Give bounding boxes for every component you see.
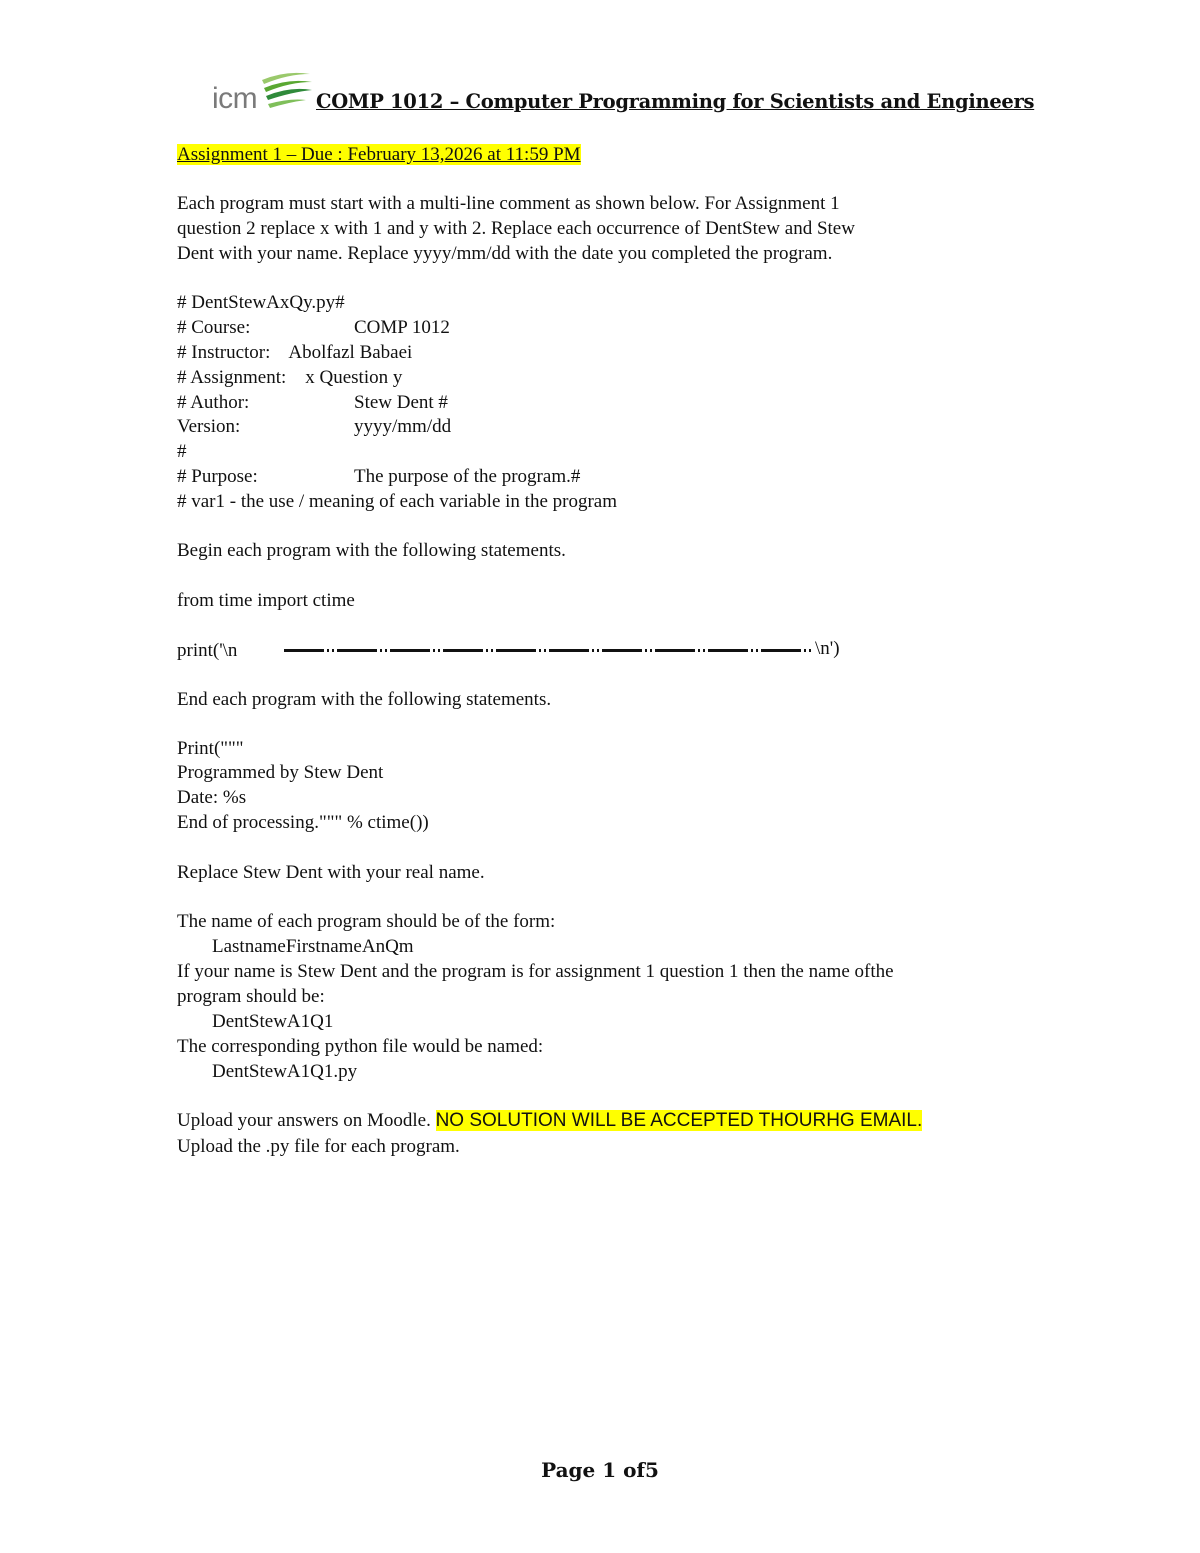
- intro-line-3: Dent with your name. Replace yyyy/mm/dd with the date you completed the program.: [177, 243, 833, 264]
- comment-author: # Author:: [177, 392, 250, 413]
- course-label: # Course:: [177, 317, 251, 338]
- comment-instructor: # Instructor: Abolfazl Babaei: [177, 342, 413, 363]
- upload-line-2: Upload the .py file for each program.: [177, 1136, 460, 1157]
- comment-var1: # var1 - the use / meaning of each variable in the program: [177, 491, 617, 512]
- intro-line-2: question 2 replace x with 1 and y with 2. Replace each occurrence of DentStew and Stew: [177, 218, 855, 239]
- page-number: Page 1 of5: [541, 1458, 659, 1482]
- logo-swoosh-icon: [212, 68, 316, 116]
- naming-line-4: The corresponding python file would be named:: [177, 1036, 544, 1057]
- comment-assignment: # Assignment: x Question y: [177, 367, 403, 388]
- author-value: Stew Dent #: [354, 392, 448, 413]
- version-value: yyyy/mm/dd: [354, 416, 452, 437]
- upload-warning: NO SOLUTION WILL BE ACCEPTED THOURHG EMAIL.: [435, 1110, 923, 1131]
- naming-example: DentStewA1Q1: [212, 1011, 334, 1032]
- end-text: End each program with the following statements.: [177, 689, 552, 710]
- due-text: Assignment 1 – Due : February 13,2026 at 11:59 PM: [177, 144, 581, 165]
- end-code-line-3: Date: %s: [177, 787, 247, 808]
- naming-line-2: If your name is Stew Dent and the program is for assignment 1 question 1 then the name ofthe: [177, 961, 894, 982]
- comment-purpose: # Purpose:: [177, 466, 258, 487]
- comment-version: Version:: [177, 416, 241, 437]
- upload-line-1: [177, 1108, 922, 1133]
- end-code-line-1: Print(""": [177, 738, 244, 759]
- icm-logo: [212, 68, 316, 116]
- logo-text: icm: [212, 82, 258, 115]
- comment-course: [177, 315, 250, 340]
- naming-example-file: DentStewA1Q1.py: [212, 1061, 358, 1082]
- upload-prefix: Upload your answers on Moodle.: [177, 1110, 436, 1131]
- assignment-due: [177, 142, 581, 167]
- course-title: COMP 1012 – Computer Programming for Scientists and Engineers: [316, 90, 1035, 113]
- naming-line-1: The name of each program should be of the form:: [177, 911, 556, 932]
- print-start: print('\n: [177, 640, 238, 661]
- dashed-rule: [284, 649, 814, 652]
- page-header: [212, 68, 1035, 118]
- naming-line-3: program should be:: [177, 986, 325, 1007]
- naming-form: LastnameFirstnameAnQm: [212, 936, 414, 957]
- replace-text: Replace Stew Dent with your real name.: [177, 862, 485, 883]
- course-value: COMP 1012: [354, 317, 450, 338]
- end-code-line-4: End of processing.""" % ctime()): [177, 812, 429, 833]
- intro-line-1: Each program must start with a multi-line comment as shown below. For Assignment 1: [177, 193, 840, 214]
- purpose-value: The purpose of the program.#: [354, 466, 581, 487]
- import-statement: from time import ctime: [177, 590, 355, 611]
- comment-hash: #: [177, 441, 187, 462]
- end-code-line-2: Programmed by Stew Dent: [177, 762, 384, 783]
- print-end: \n'): [815, 638, 840, 659]
- begin-text: Begin each program with the following statements.: [177, 540, 566, 561]
- comment-file: # DentStewAxQy.py#: [177, 292, 345, 313]
